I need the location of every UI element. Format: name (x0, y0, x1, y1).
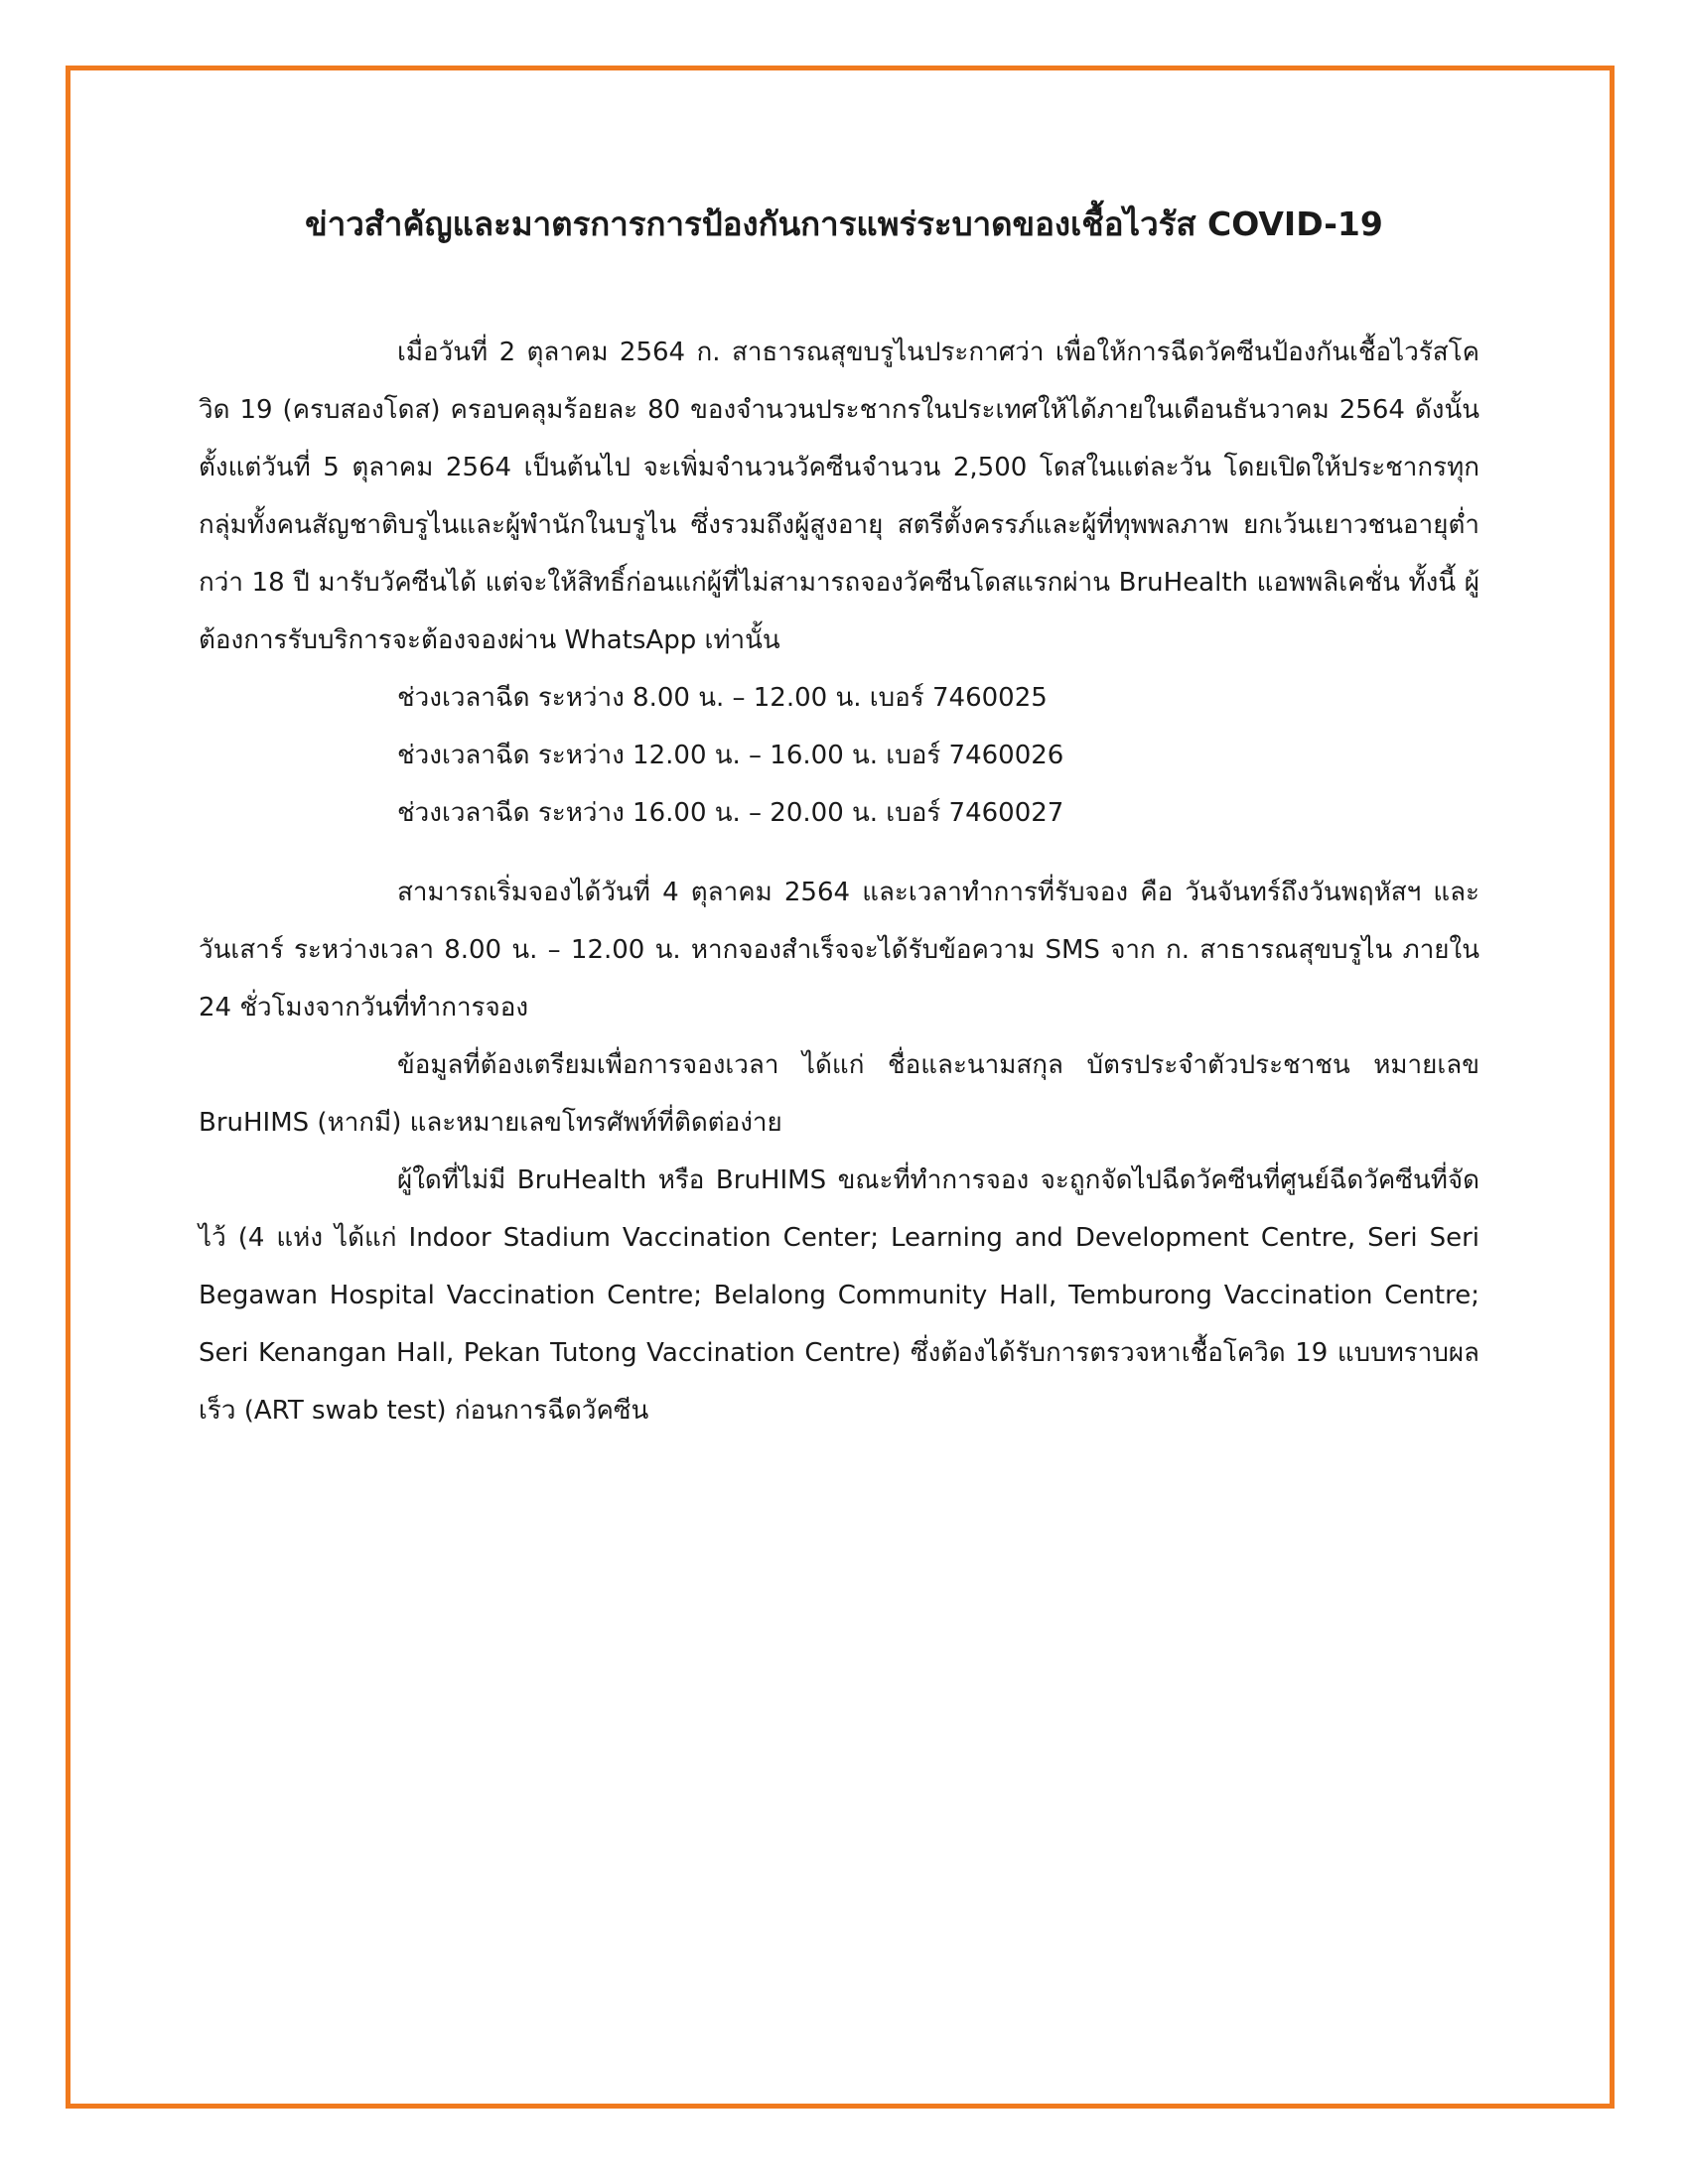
paragraph-vaccination-centres: ผู้ใดที่ไม่มี BruHealth หรือ BruHIMS ขณะที่ทำการจอง จะถูกจัดไปฉีดวัคซีนที่ศูนย์ฉีดวัคซีนที่จัดไว้ (4 แห่ง ได้แก่ Indoor Stadium Vaccination Center; Learning and Development Centre, Seri Seri Begawan Hospital Vaccination Centre; Belalong Community Hall, Temburong Vaccination Centre; Seri Kenangan Hall, Pekan Tutong Vaccination Centre) ซึ่งต้องได้รับการตรวจหาเชื้อโควิด 19 แบบทราบผลเร็ว (ART swab test) ก่อนการฉีดวัคซีน (199, 1165, 1479, 1426)
paragraph-vaccination-announcement: เมื่อวันที่ 2 ตุลาคม 2564 ก. สาธารณสุขบรูไนประกาศว่า เพื่อให้การฉีดวัคซีนป้องกันเชื้อไวรัสโควิด 19 (ครบสองโดส) ครอบคลุมร้อยละ 80 ของจำนวนประชากรในประเทศให้ได้ภายในเดือนธันวาคม 2564 ดังนั้น ตั้งแต่วันที่ 5 ตุลาคม 2564 เป็นต้นไป จะเพิ่มจำนวนวัคซีนจำนวน 2,500 โดสในแต่ละวัน โดยเปิดให้ประชากรทุกกลุ่มทั้งคนสัญชาติบรูไนและผู้พำนักในบรูไน ซึ่งรวมถึงผู้สูงอายุ สตรีตั้งครรภ์และผู้ที่ทุพพลภาพ ยกเว้นเยาวชนอายุต่ำกว่า 18 ปี มารับวัคซีนได้ แต่จะให้สิทธิ์ก่อนแก่ผู้ที่ไม่สามารถจองวัคซีนโดสแรกผ่าน BruHealth แอพพลิเคชั่น ทั้งนี้ ผู้ต้องการรับบริการจะต้องจองผ่าน WhatsApp เท่านั้น (199, 338, 1479, 655)
paragraph-gap (199, 842, 1479, 864)
document-body (199, 324, 1479, 1439)
schedule-line-morning: ช่วงเวลาฉีด ระหว่าง 8.00 น. – 12.00 น. เบอร์ 7460025 (397, 683, 1048, 713)
schedule-line-afternoon: ช่วงเวลาฉีด ระหว่าง 12.00 น. – 16.00 น. เบอร์ 7460026 (397, 741, 1064, 770)
paragraph-booking-period: สามารถเริ่มจองได้วันที่ 4 ตุลาคม 2564 และเวลาทำการที่รับจอง คือ วันจันทร์ถึงวันพฤหัสฯ และวันเสาร์ ระหว่างเวลา 8.00 น. – 12.00 น. หากจองสำเร็จจะได้รับข้อความ SMS จาก ก. สาธารณสุขบรูไน ภายใน 24 ชั่วโมงจากวันที่ทำการจอง (199, 878, 1479, 1023)
paragraph-required-information: ข้อมูลที่ต้องเตรียมเพื่อการจองเวลา ได้แก่ ชื่อและนามสกุล บัตรประจำตัวประชาชน หมายเลข BruHIMS (หากมี) และหมายเลขโทรศัพท์ที่ติดต่อง่าย (199, 1050, 1479, 1138)
document-title: ข่าวสำคัญและมาตรการการป้องกันการแพร่ระบาดของเชื้อไวรัส COVID-19 (305, 205, 1383, 243)
schedule-line-evening: ช่วงเวลาฉีด ระหว่าง 16.00 น. – 20.00 น. เบอร์ 7460027 (397, 798, 1064, 828)
